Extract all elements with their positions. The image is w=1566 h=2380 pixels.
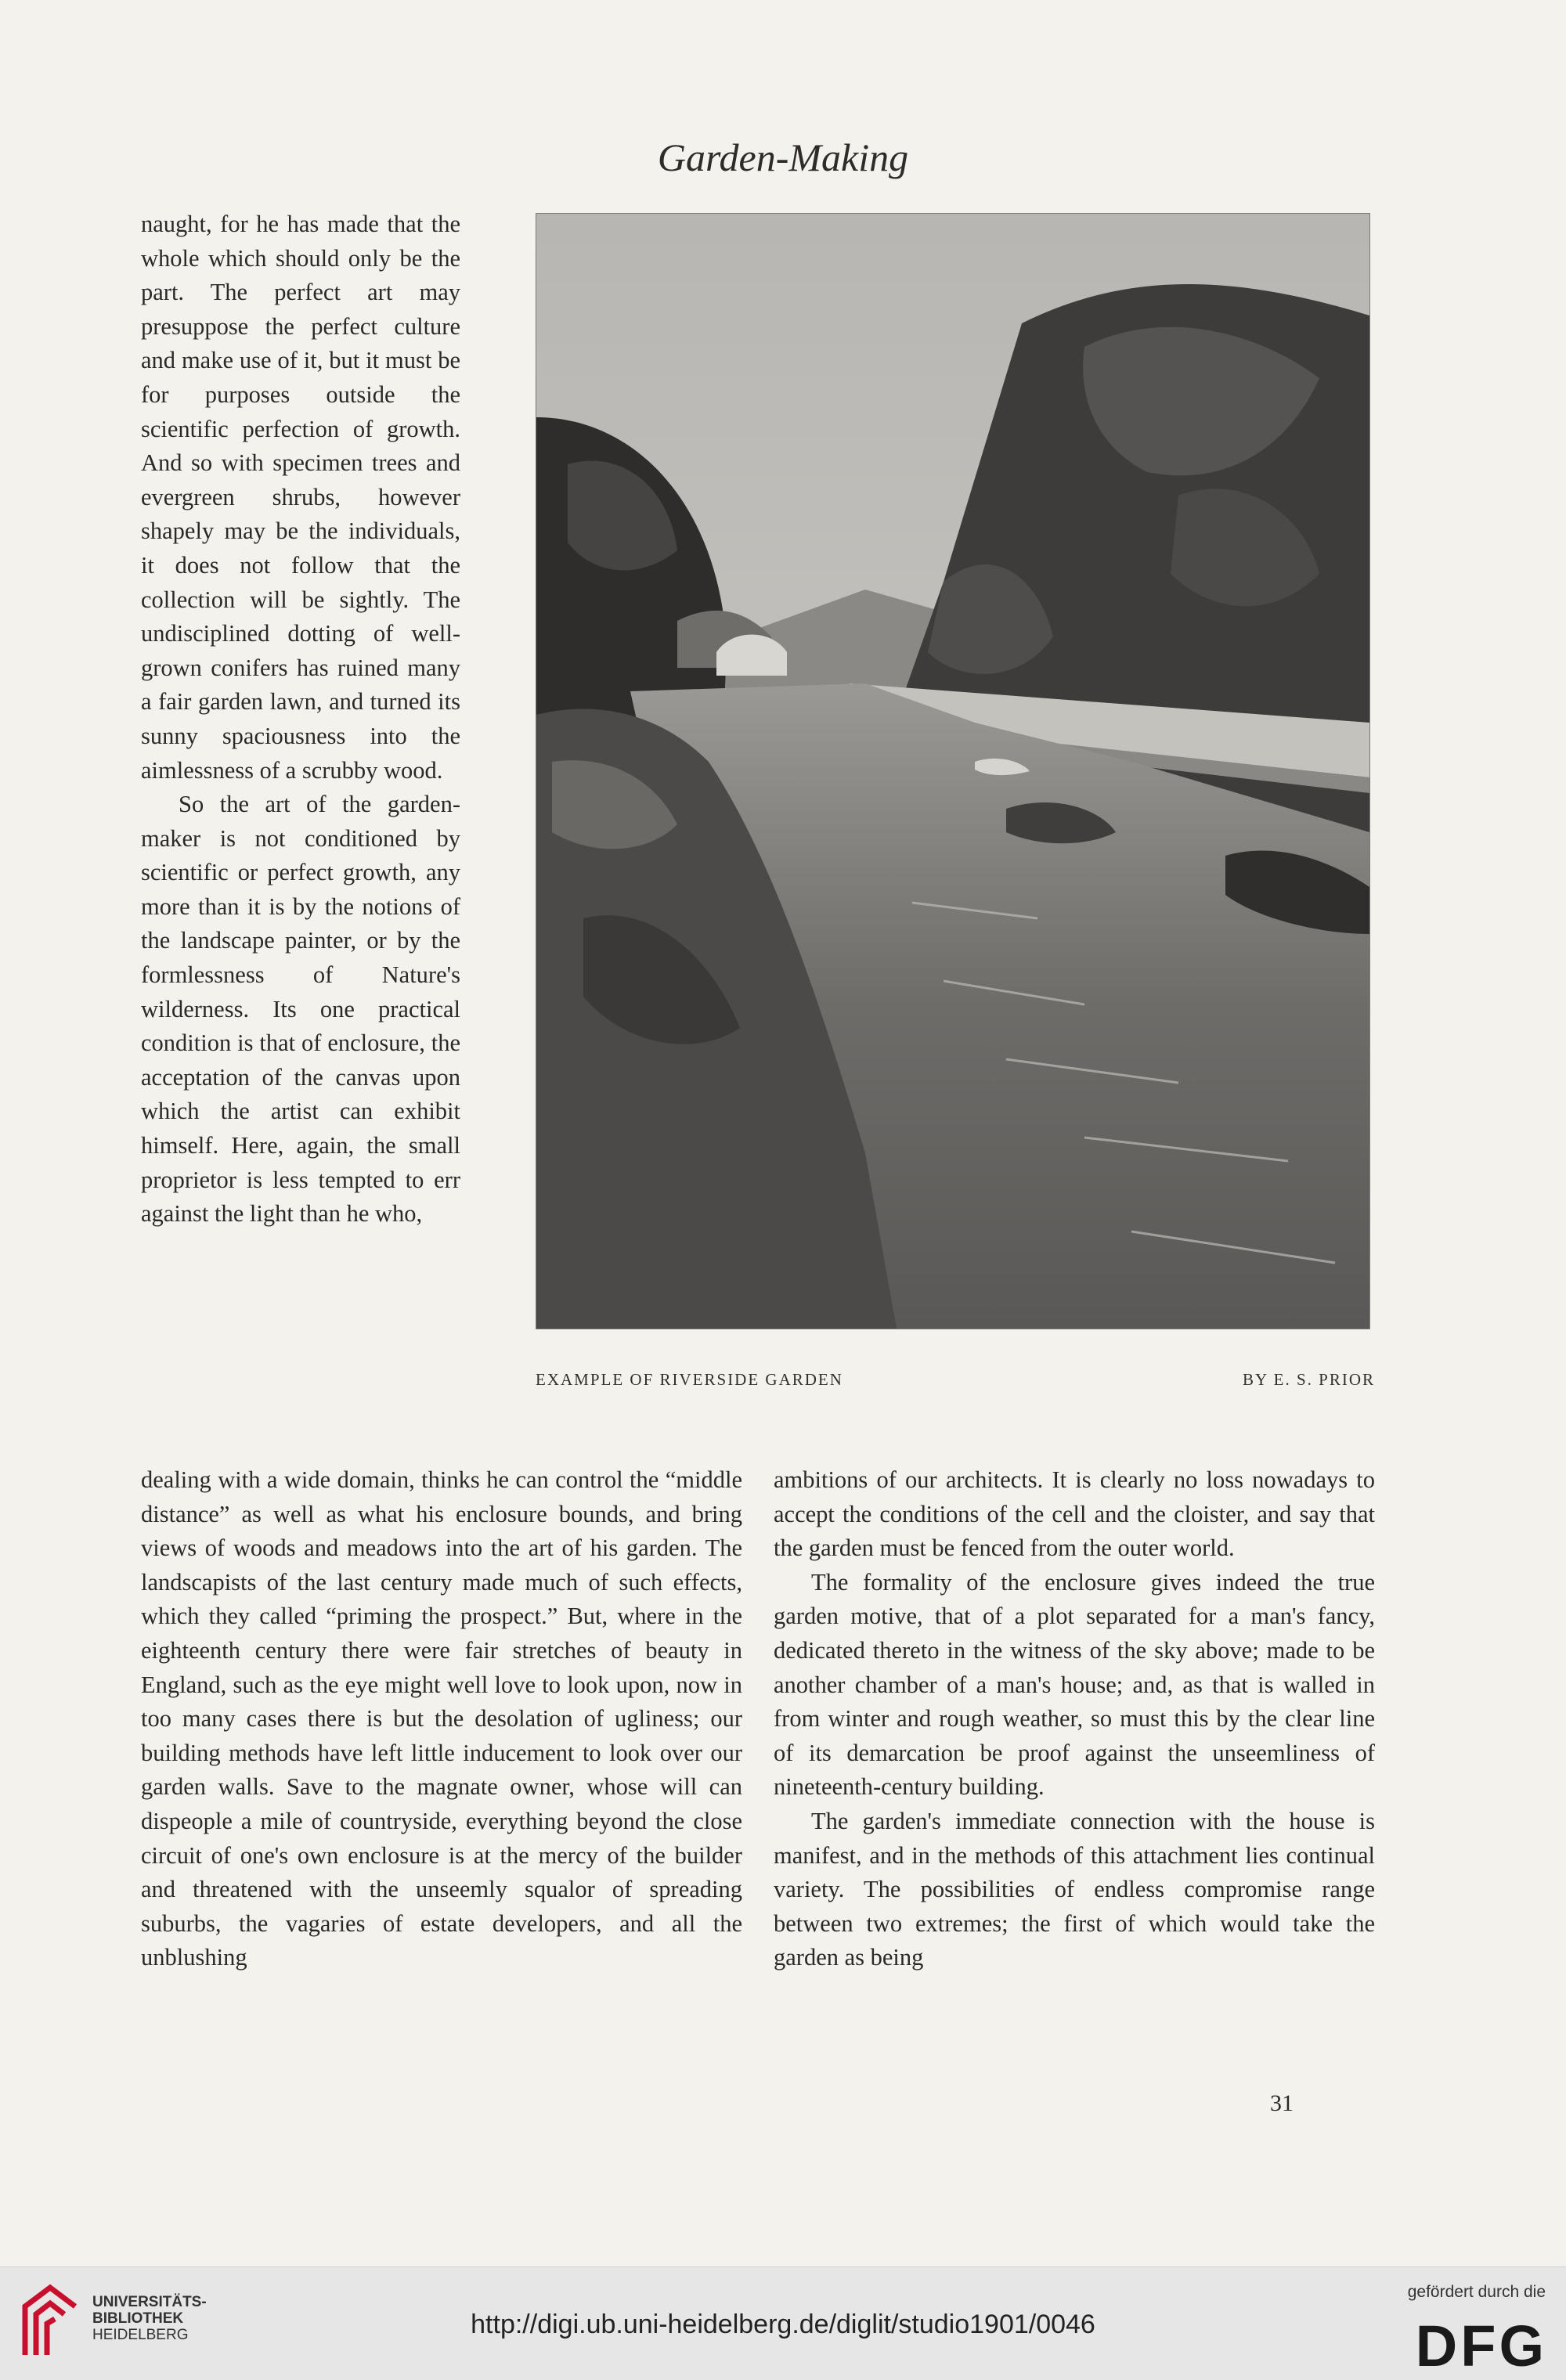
paragraph: naught, for he has made that the whole which should only be the part. The perfect art may presuppose the perfect culture and make use of it, but it must be for purposes outside the scientific perfection of growth. And so with specimen trees and evergreen shrubs, however shapely may be the individuals, it does not follow that the collection will be sightly. The undisciplined dotting of well-grown conifers has ruined many a fair garden lawn, and turned its sunny spaciousness into the aimlessness of a scrubby wood. bbox=[141, 211, 460, 784]
page-number: 31 bbox=[1270, 2090, 1294, 2116]
right-text-column bbox=[774, 1463, 1375, 1975]
sponsor-label: gefördert durch die bbox=[1407, 2283, 1546, 2301]
figure-caption: EXAMPLE OF RIVERSIDE GARDEN bbox=[536, 1370, 843, 1389]
running-head: Garden-Making bbox=[657, 135, 909, 179]
narrow-text-column bbox=[141, 207, 460, 1231]
figure-credit: BY E. S. PRIOR bbox=[1242, 1370, 1375, 1389]
left-text-column bbox=[141, 1463, 742, 1975]
paragraph: So the art of the garden-maker is not conditioned by scientific or perfect growth, any more than it is by the notions of the landscape painter, or by the formlessness of Nature's wilderness. Its one practical condition is that of enclosure, the acceptation of the canvas upon which the artist can exhibit himself. Here, again, the small proprietor is less tempted to err against the light than he who, bbox=[141, 791, 460, 1228]
dfg-logo: DFG bbox=[1415, 2313, 1547, 2378]
riverside-garden-photograph bbox=[536, 213, 1370, 1329]
paragraph: The formality of the enclosure gives indeed the true garden motive, that of a plot separated for a man's fancy, dedicated thereto in the witness of the sky above; made to be another chamber of a man's house; and, as that is walled in from winter and rough weather, so must this by the clear line of its demarcation be proof against the unseemliness of nineteenth-century building. bbox=[774, 1568, 1375, 1801]
paragraph: The garden's immediate connection with the house is manifest, and in the methods of this attachment lies continual variety. The possibilities of endless compromise range between two extremes; the first of which would take the garden as being bbox=[774, 1807, 1375, 1971]
source-url-link[interactable]: http://digi.ub.uni-heidelberg.de/diglit/studio1901/0046 bbox=[471, 2310, 1095, 2339]
library-name: UNIVERSITÄTS- BIBLIOTHEK HEIDELBERG bbox=[92, 2294, 207, 2343]
paragraph: ambitions of our architects. It is clearly no loss nowadays to accept the conditions of the cell and the cloister, and say that the garden must be fenced from the outer world. bbox=[774, 1466, 1375, 1562]
photo-illustration bbox=[536, 214, 1369, 1329]
digitization-footer bbox=[0, 2266, 1566, 2380]
paragraph: dealing with a wide domain, thinks he can control the “middle distance” as well as what his enclosure bounds, and bring views of woods and meadows into the art of his garden. The landscapists of the last century made much of such effects, which they called “priming the prospect.” But, where in the eighteenth century there were fair stretches of beauty in England, such as the eye might well love to look upon, now in too many cases there is but the desolation of ugliness; our building methods have left little inducement to look over our garden walls. Save to the magnate owner, whose will can dispeople a mile of countryside, everything beyond the close circuit of one's own enclosure is at the mercy of the builder and threatened with the unseemly squalor of spreading suburbs, the vagaries of estate developers, and all the unblushing bbox=[141, 1466, 742, 1971]
